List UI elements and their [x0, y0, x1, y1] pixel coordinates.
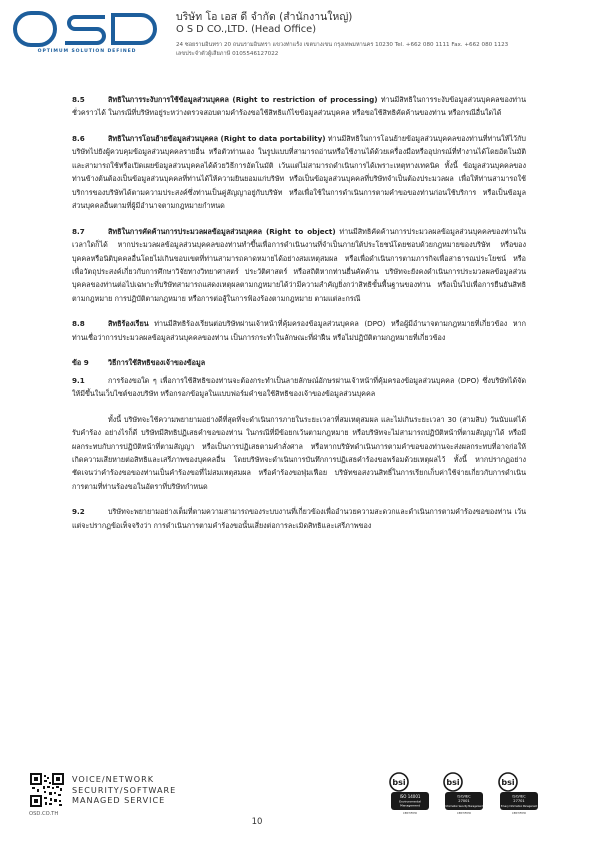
- qr-code-icon: [30, 773, 64, 807]
- section-9-2: [72, 505, 526, 532]
- document-body: [72, 93, 526, 544]
- cert-brand: bsi: [446, 778, 460, 787]
- section-number: 9.2: [72, 507, 85, 517]
- section-8-8: [72, 317, 526, 344]
- service-item: SECURITY/SOFTWARE: [72, 784, 177, 795]
- cert-brand: bsi: [501, 778, 515, 787]
- website-url: OSD.CO.TH: [29, 811, 59, 817]
- bsi-iso27701-badge-icon: [497, 772, 541, 816]
- company-name-en: O S D CO.,LTD. (Head Office): [176, 24, 317, 35]
- section-title: วิธีการใช้สิทธิของเจ้าของข้อมูล: [108, 358, 206, 368]
- page-number: 10: [251, 817, 263, 827]
- logo-tagline: OPTIMUM SOLUTION DEFINED: [37, 49, 137, 54]
- cert-desc1: 27701: [513, 799, 525, 803]
- section-number: ข้อ 9: [72, 358, 89, 368]
- section-8-5: [72, 93, 526, 120]
- section-text: บริษัทจะพยายามอย่างเต็มที่ตามความสามารถของระบบงานที่เกี่ยวข้องเพื่ออำนวยความสะดวกและดำเนินการตามคำร้องขอของท่าน เว้นแต่จะปรากฏข้อเท็จจริงว่า การดำเนินการตามคำร้องขอนั้นเสี่ยงต่อการละเมิดสิทธิและเสรีภาพของ: [72, 507, 526, 530]
- section-number: 8.7: [72, 226, 85, 236]
- section-title: สิทธิในการคัดค้านการประมวลผลข้อมูลส่วนบุคคล (Right to object): [108, 226, 336, 236]
- services-list: [72, 774, 176, 806]
- cert-desc2: Information Security Management: [445, 805, 483, 808]
- section-title: สิทธิในการระงับการใช้ข้อมูลส่วนบุคคล (Right to restriction of processing): [108, 95, 378, 104]
- section-number: 8.8: [72, 319, 85, 329]
- cert-standard: ISO 14001: [399, 794, 421, 799]
- cert-status: CERTIFIED: [402, 811, 418, 815]
- section-8-6: [72, 132, 526, 213]
- section-9-1: [72, 374, 526, 401]
- section-text: ทั้งนี้ บริษัทจะใช้ความพยายามอย่างดีที่สุดที่จะดำเนินการภายในระยะเวลาที่สมเหตุสมผล และไม่เกินระยะเวลา 30 (สามสิบ) วันนับแต่ได้รับคำร้อง อย่างไรก็ดี บริษัทมีสิทธิปฏิเสธคำขอของท่าน ในกรณีที่มีข้อยกเว้นตามกฎหมาย หรือบริษัทจะไม่สามารถปฏิบัติหน้าที่ตามสัญญาได้ หรือมีผลกระทบกับการปฏิบัติหน้าที่ตามสัญญา หรือเป็นการปฏิเสธตามคำสั่งศาล หรือหากบริษัทดำเนินการตามคำขอของท่านจะส่งผลกระทบที่อาจก่อให้เกิดความเสียหายต่อสิทธิและเสรีภาพของบุคคลอื่น โดยบริษัทจะดำเนินการบันทึกการปฏิเสธคำร้องขอพร้อมด้วยเหตุผลไว้ ทั้งนี้ หากปรากฏอย่างชัดเจนว่าคำร้องขอของท่านเป็นคำร้องขอที่ไม่สมเหตุสมผล หรือคำร้องขอฟุ่มเฟือย บริษัทขอสงวนสิทธิ์ในการเรียกเก็บค่าใช้จ่ายเกี่ยวกับการดำเนินการตามที่ท่านร้องขอในอัตราที่บริษัทกำหนด: [72, 414, 526, 491]
- cert-standard: ISO/IEC: [512, 794, 526, 799]
- service-item: MANAGED SERVICE: [72, 795, 166, 806]
- section-9-heading: [72, 356, 526, 369]
- cert-brand: bsi: [392, 778, 406, 787]
- company-name-th: บริษัท โอ เอส ดี จำกัด (สำนักงานใหญ่): [176, 11, 353, 23]
- company-tax-id: เลขประจำตัวผู้เสียภาษี 0105546127022: [176, 51, 279, 57]
- section-number: 8.6: [72, 133, 85, 143]
- section-text: ท่านมีสิทธิในการระงับข้อมูลส่วนบุคคลของท่านชั่วคราวได้ ในกรณีที่บริษัทอยู่ระหว่างตรวจสอบตามคำร้องขอใช้สิทธิแก้ไขข้อมูลส่วนบุคคล หรือขอใช้สิทธิคัดค้านของท่าน หรือกรณีอื่นใดได้: [72, 95, 526, 118]
- section-number: 9.1: [72, 375, 85, 385]
- service-item: VOICE/NETWORK: [72, 774, 155, 784]
- section-number: 8.5: [72, 95, 85, 104]
- cert-desc2: Management: [400, 803, 420, 808]
- section-8-7: [72, 225, 526, 306]
- cert-standard: ISO/IEC: [457, 794, 471, 799]
- cert-status: CERTIFIED: [511, 811, 527, 815]
- bsi-iso27001-badge-icon: [442, 772, 486, 816]
- section-title: สิทธิในการโอนย้ายข้อมูลส่วนบุคคล (Right to data portability): [108, 133, 326, 143]
- osd-logo-mark: [13, 10, 161, 48]
- section-9-1-continued: [72, 413, 526, 494]
- cert-status: CERTIFIED: [456, 811, 472, 815]
- cert-desc1: Environmental: [399, 799, 421, 804]
- cert-desc1: 27001: [458, 799, 470, 803]
- company-info: [176, 11, 591, 58]
- osd-logo: [13, 10, 161, 60]
- section-text: ท่านมีสิทธิคัดค้านการประมวลผลข้อมูลส่วนบุคคลของท่านในเวลาใดก็ได้ หากประมวลผลข้อมูลส่วนบุคคลของท่านทำขึ้นเพื่อการดำเนินงานที่จำเป็นภายใต้ประโยชน์โดยชอบด้วยกฎหมายของบริษัท หรือของบุคคลหรือนิติบุคคลอื่นโดยไม่เกินขอบเขตที่ท่านสามารถคาดหมายได้อย่างสมเหตุสมผล หรือเพื่อดำเนินการตามภารกิจเพื่อสาธารณประโยชน์ หรือเพื่อวัตถุประสงค์เกี่ยวกับการศึกษาวิจัยทางวิทยาศาสตร์ ประวัติศาสตร์ หรือสถิติหากท่านยื่นคัดค้าน บริษัทจะยังคงดำเนินการประมวลผลข้อมูลส่วนบุคคลของท่านต่อไปเฉพาะที่บริษัทสามารถแสดงเหตุผลตามกฎหมายได้ว่ามีความสำคัญยิ่งกว่าสิทธิขั้นพื้นฐานของท่าน หรือเป็นไปเพื่อการยืนยันสิทธิตามกฎหมาย การปฏิบัติตามกฎหมาย หรือการต่อสู้ในการฟ้องร้องตามกฎหมาย ตามแต่ละกรณี: [72, 226, 527, 303]
- section-text: ท่านมีสิทธิในการโอนย้ายข้อมูลส่วนบุคคลของท่านที่ท่านให้ไว้กับบริษัทไปยังผู้ควบคุมข้อมูลส่วนบุคคลรายอื่น หรือตัวท่านเอง ในรูปแบบที่สามารถอ่านหรือใช้งานได้ด้วยเครื่องมือหรืออุปกรณ์ที่ทำงานได้โดยอัตโนมัติ และสามารถใช้หรือเปิดเผยข้อมูลส่วนบุคคลได้ด้วยวิธีการอัตโนมัติ เว้นแต่ไม่สามารถดำเนินการได้เพราะเหตุทางเทคนิค ทั้งนี้ ข้อมูลส่วนบุคคลของท่านข้างต้นต้องเป็นข้อมูลส่วนบุคคลที่ท่านได้ให้ความยินยอมแก่บริษัท หรือเป็นข้อมูลส่วนบุคคลที่บริษัทจำเป็นต้องประมวลผล เพื่อให้ท่านสามารถใช้บริการของบริษัทได้ตามความประสงค์ซึ่งท่านเป็นคู่สัญญาอยู่กับบริษัท หรือเพื่อใช้ในการดำเนินการตามคำขอของท่านก่อนใช้บริการ หรือเป็นข้อมูลส่วนบุคคลอื่นตามที่ผู้มีอำนาจตามกฎหมายกำหนด: [72, 133, 526, 211]
- bsi-iso14001-badge-icon: [388, 772, 432, 816]
- section-title: สิทธิร้องเรียน: [108, 319, 149, 329]
- company-address: 24 ซอยรามอินทรา 20 ถนนรามอินทรา แขวงท่าแร้ง เขตบางเขน กรุงเทพมหานคร 10230 Tel. +662 080 1111 Fax. +662 080 1123: [176, 42, 509, 48]
- section-text: ท่านมีสิทธิร้องเรียนต่อบริษัทผ่านเจ้าหน้าที่คุ้มครองข้อมูลส่วนบุคคล (DPO) หรือผู้มีอำนาจตามกฎหมายที่เกี่ยวข้อง หากท่านเชื่อว่าการประมวลผลข้อมูลส่วนบุคคลของท่าน เป็นการกระทำในลักษณะที่ฝ่าฝืน หรือไม่ปฏิบัติตามกฎหมายที่เกี่ยวข้อง: [72, 319, 526, 342]
- cert-desc2: Privacy Information Management: [500, 805, 538, 808]
- section-text: การร้องขอใด ๆ เพื่อการใช้สิทธิของท่านจะต้องกระทำเป็นลายลักษณ์อักษรผ่านเจ้าหน้าที่คุ้มครองข้อมูลส่วนบุคคล (DPO) ซึ่งบริษัทได้จัดให้มีขึ้นในเว็บไซต์ของบริษัท หรือกรอกข้อมูลในแบบฟอร์มคำขอใช้สิทธิของเจ้าของข้อมูลส่วนบุคคล: [72, 375, 526, 399]
